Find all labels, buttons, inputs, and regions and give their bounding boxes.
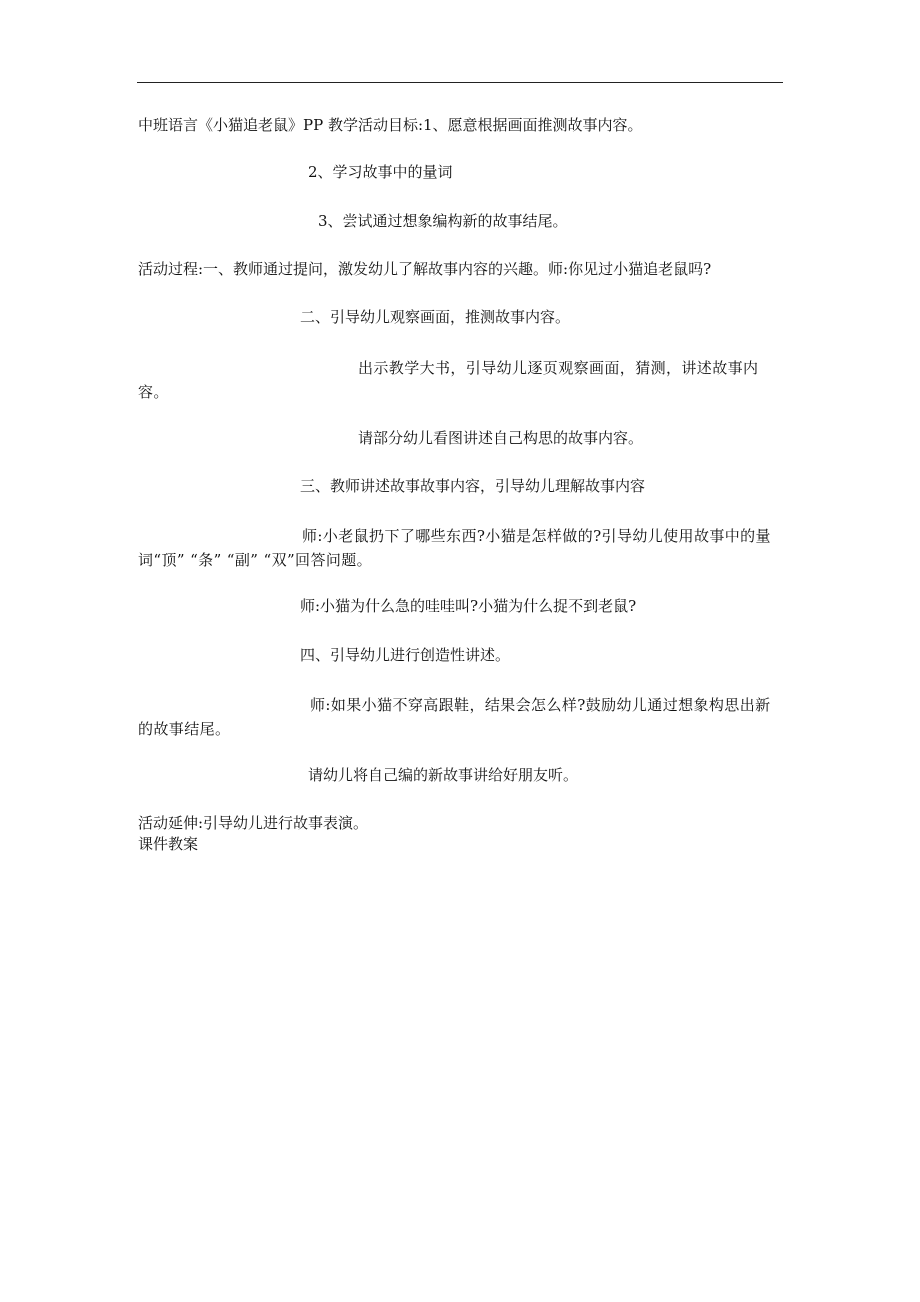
step-4-detail-1: 师:如果小猫不穿高跟鞋，结果会怎么样?鼓励幼儿通过想象构思出新的故事结尾。 (138, 696, 771, 738)
goal-2: 2、学习故事中的量词 (308, 163, 453, 181)
process-step-4: 四、引导幼儿进行创造性讲述。 (300, 646, 511, 664)
goal-3: 3、尝试通过想象编构新的故事结尾。 (318, 212, 568, 230)
step-3-detail-1: 师:小老鼠扔下了哪些东西?小猫是怎样做的?引导幼儿使用故事中的量词“顶” “条” “副” “双”回答问题。 (138, 527, 771, 569)
step-2-detail-1: 出示教学大书，引导幼儿逐页观察画面，猜测，讲述故事内容。 (138, 359, 759, 401)
activity-extension: 活动延伸:引导幼儿进行故事表演。 (138, 814, 369, 832)
footer-label: 课件教案 (138, 835, 199, 853)
step-2-detail-2: 请部分幼儿看图讲述自己构思的故事内容。 (358, 429, 644, 447)
step-3-detail-2: 师:小猫为什么急的哇哇叫?小猫为什么捉不到老鼠? (300, 597, 637, 615)
process-step-3: 三、教师讲述故事故事内容，引导幼儿理解故事内容 (300, 477, 646, 495)
process-step-2: 二、引导幼儿观察画面，推测故事内容。 (300, 308, 571, 326)
header-rule (137, 82, 783, 83)
process-step-1: 活动过程:一、教师通过提问，激发幼儿了解故事内容的兴趣。师:你见过小猫追老鼠吗? (138, 260, 712, 278)
title-and-goal-1: 中班语言《小猫追老鼠》PP 教学活动目标:1、愿意根据画面推测故事内容。 (138, 116, 643, 134)
step-4-detail-2: 请幼儿将自己编的新故事讲给好朋友听。 (308, 766, 579, 784)
